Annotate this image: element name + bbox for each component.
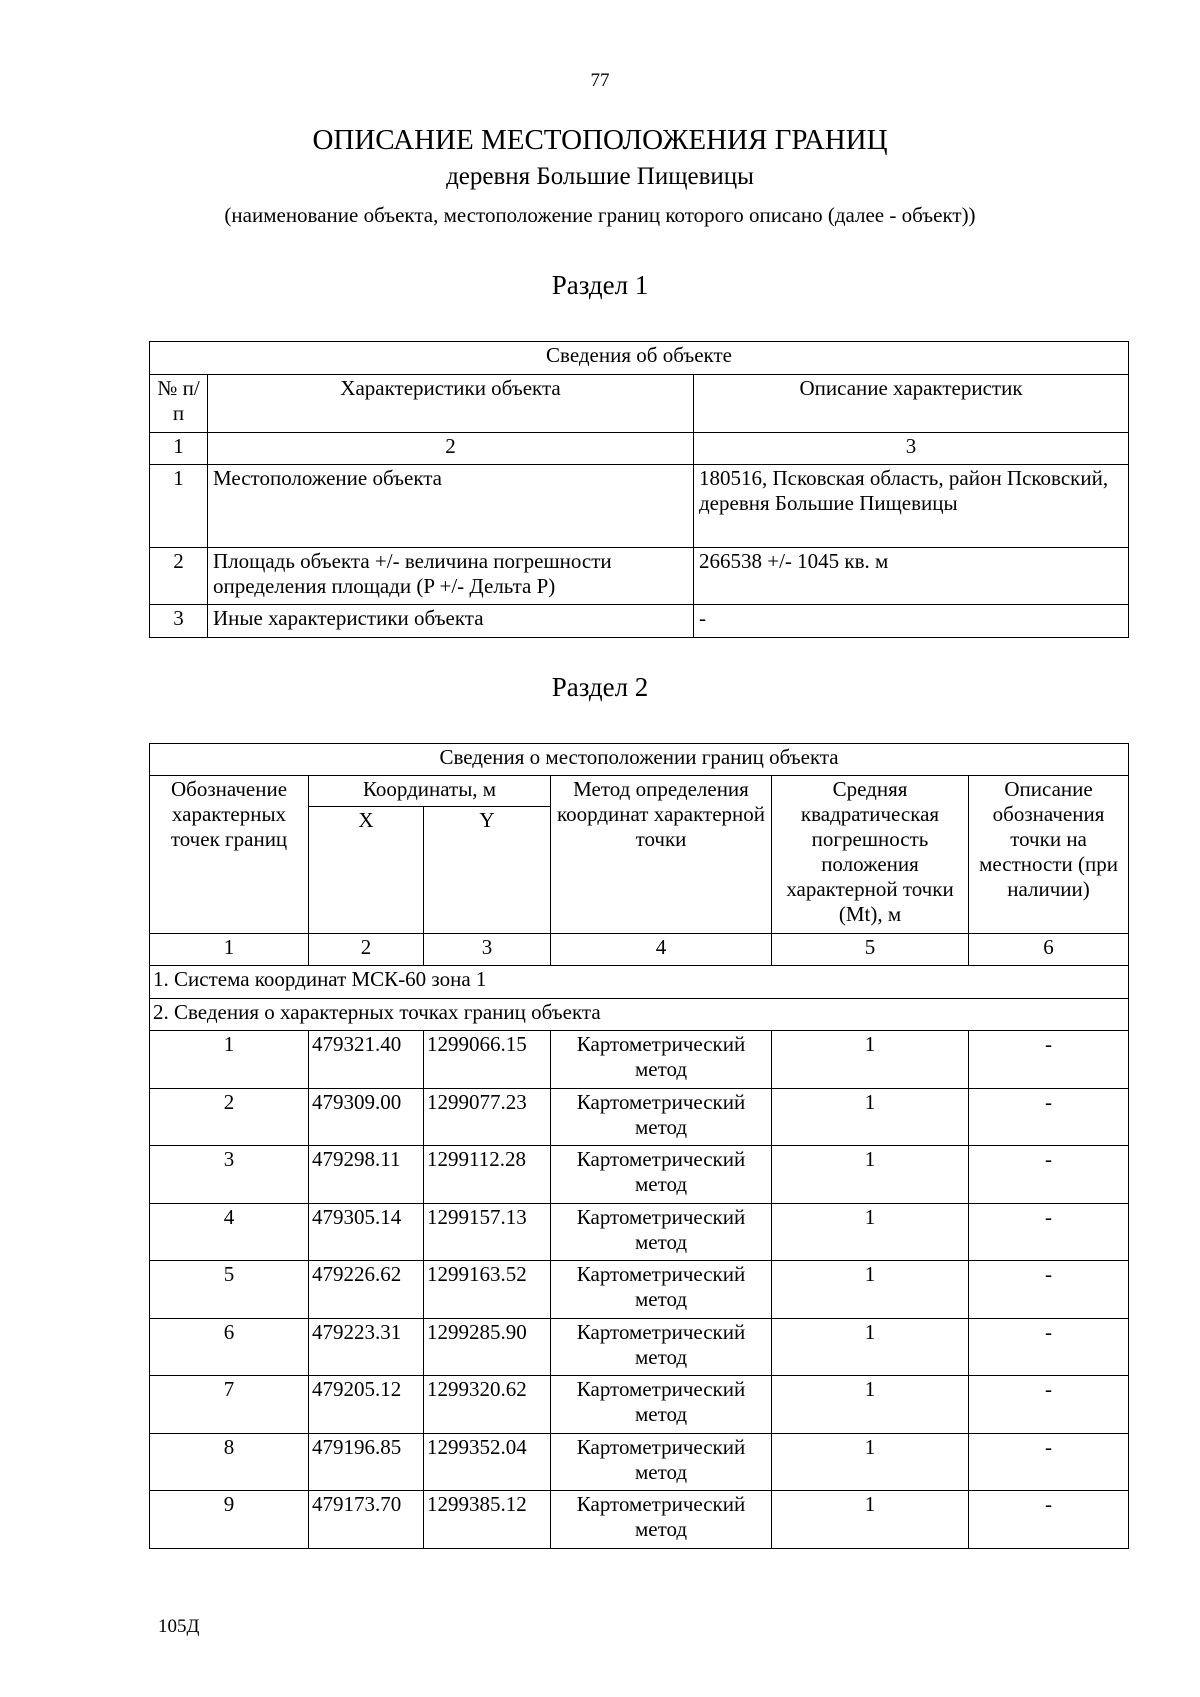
coord-x: 479298.11 — [309, 1146, 424, 1204]
table-row — [150, 1146, 1129, 1204]
coord-y: 1299285.90 — [424, 1318, 551, 1376]
row-number: 2 — [150, 548, 208, 605]
point-number: 9 — [150, 1491, 309, 1549]
point-description: - — [969, 1203, 1129, 1261]
coord-y: 1299163.52 — [424, 1261, 551, 1319]
coord-y: 1299077.23 — [424, 1088, 551, 1146]
mt-value: 1 — [772, 1088, 969, 1146]
document-title: ОПИСАНИЕ МЕСТОПОЛОЖЕНИЯ ГРАНИЦ — [312, 124, 888, 156]
point-number: 1 — [150, 1031, 309, 1089]
point-description: - — [969, 1491, 1129, 1549]
header-characteristics: Характеристики объекта — [208, 375, 694, 433]
mt-value: 1 — [772, 1433, 969, 1491]
section-2-heading: Раздел 2 — [551, 672, 649, 702]
table-row — [150, 605, 1129, 638]
mt-value: 1 — [772, 1203, 969, 1261]
point-description: - — [969, 1031, 1129, 1089]
method: Картометрический метод — [551, 1318, 772, 1376]
col-number: 3 — [424, 934, 551, 966]
coord-x: 479321.40 — [309, 1031, 424, 1089]
method: Картометрический метод — [551, 1203, 772, 1261]
point-description: - — [969, 1261, 1129, 1319]
coord-y: 1299066.15 — [424, 1031, 551, 1089]
method: Картометрический метод — [551, 1088, 772, 1146]
method: Картометрический метод — [551, 1376, 772, 1434]
boundary-points-table — [149, 743, 1129, 1549]
table-row — [150, 1031, 1129, 1089]
coord-x: 479226.62 — [309, 1261, 424, 1319]
table-row — [150, 1261, 1129, 1319]
table-row — [150, 1376, 1129, 1434]
coord-x: 479173.70 — [309, 1491, 424, 1549]
point-description: - — [969, 1433, 1129, 1491]
header-x: X — [309, 807, 424, 934]
col-number: 5 — [772, 934, 969, 966]
col-number: 1 — [150, 433, 208, 465]
col-number: 1 — [150, 934, 309, 966]
row-value: - — [694, 605, 1129, 638]
point-number: 7 — [150, 1376, 309, 1434]
table-row — [150, 1088, 1129, 1146]
header-description: Описание характеристик — [694, 375, 1129, 433]
object-name-note: (наименование объекта, местоположение границ которого описано (далее - объект)) — [224, 203, 976, 227]
col-number: 2 — [309, 934, 424, 966]
footer-code: 105Д — [158, 1616, 200, 1637]
header-y: Y — [424, 807, 551, 934]
coord-y: 1299385.12 — [424, 1491, 551, 1549]
object-name: деревня Большие Пищевицы — [446, 163, 754, 190]
row-number: 1 — [150, 465, 208, 548]
row-name: Иные характеристики объекта — [208, 605, 694, 638]
table-row — [150, 1491, 1129, 1549]
method: Картометрический метод — [551, 1491, 772, 1549]
method: Картометрический метод — [551, 1261, 772, 1319]
header-desc: Описание обозначения точки на местности (при наличии) — [969, 776, 1129, 934]
point-description: - — [969, 1318, 1129, 1376]
table-row — [150, 465, 1129, 548]
col-number: 6 — [969, 934, 1129, 966]
point-description: - — [969, 1088, 1129, 1146]
object-info-table — [149, 341, 1129, 638]
coord-x: 479305.14 — [309, 1203, 424, 1261]
header-number: № п/п — [150, 375, 208, 433]
table-row — [150, 1433, 1129, 1491]
coord-y: 1299320.62 — [424, 1376, 551, 1434]
point-description: - — [969, 1376, 1129, 1434]
mt-value: 1 — [772, 1261, 969, 1319]
header-method: Метод определения координат характерной точки — [551, 776, 772, 934]
coord-x: 479205.12 — [309, 1376, 424, 1434]
col-number: 2 — [208, 433, 694, 465]
mt-value: 1 — [772, 1031, 969, 1089]
points-heading-row: 2. Сведения о характерных точках границ объекта — [150, 999, 1129, 1031]
point-number: 4 — [150, 1203, 309, 1261]
coord-x: 479223.31 — [309, 1318, 424, 1376]
col-number: 3 — [694, 433, 1129, 465]
method: Картометрический метод — [551, 1031, 772, 1089]
point-number: 6 — [150, 1318, 309, 1376]
row-number: 3 — [150, 605, 208, 638]
table-row — [150, 548, 1129, 605]
method: Картометрический метод — [551, 1433, 772, 1491]
mt-value: 1 — [772, 1491, 969, 1549]
page-number: 77 — [590, 70, 610, 91]
coord-x: 479196.85 — [309, 1433, 424, 1491]
point-description: - — [969, 1146, 1129, 1204]
coord-x: 479309.00 — [309, 1088, 424, 1146]
coord-y: 1299352.04 — [424, 1433, 551, 1491]
point-number: 2 — [150, 1088, 309, 1146]
mt-value: 1 — [772, 1376, 969, 1434]
section-1-heading: Раздел 1 — [551, 270, 649, 300]
method: Картометрический метод — [551, 1146, 772, 1204]
point-number: 8 — [150, 1433, 309, 1491]
row-name: Местоположение объекта — [208, 465, 694, 548]
header-error: Средняя квадратическая погрешность положения характерной точки (Mt), м — [772, 776, 969, 934]
mt-value: 1 — [772, 1146, 969, 1204]
row-value: 266538 +/- 1045 кв. м — [694, 548, 1129, 605]
coord-y: 1299157.13 — [424, 1203, 551, 1261]
header-coords: Координаты, м — [309, 776, 551, 807]
row-value: 180516, Псковская область, район Псковский, деревня Большие Пищевицы — [694, 465, 1129, 548]
table-row — [150, 1318, 1129, 1376]
mt-value: 1 — [772, 1318, 969, 1376]
col-number: 4 — [551, 934, 772, 966]
table-row — [150, 1203, 1129, 1261]
point-number: 5 — [150, 1261, 309, 1319]
header-point: Обозначение характерных точек границ — [150, 776, 309, 934]
table-title: Сведения о местоположении границ объекта — [150, 744, 1129, 776]
row-name: Площадь объекта +/- величина погрешности определения площади (P +/- Дельта P) — [208, 548, 694, 605]
table-title: Сведения об объекте — [150, 342, 1129, 375]
point-number: 3 — [150, 1146, 309, 1204]
coordinate-system-row: 1. Система координат МСК-60 зона 1 — [150, 966, 1129, 999]
coord-y: 1299112.28 — [424, 1146, 551, 1204]
